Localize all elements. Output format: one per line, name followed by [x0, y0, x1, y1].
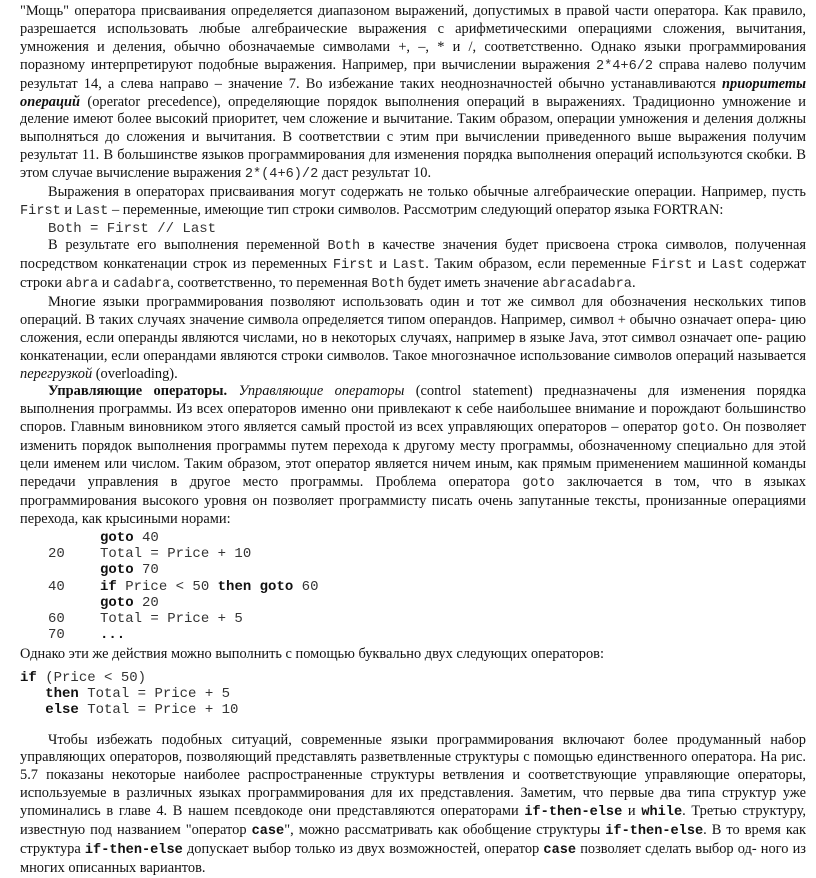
term-emphasis: Управляющие операторы [238, 383, 405, 400]
paragraph-overloading [20, 294, 806, 384]
line-label: 70 [48, 627, 65, 644]
code-text: 60 [293, 578, 319, 595]
text-run: . В то время как структура [20, 822, 806, 857]
code-line [20, 686, 806, 702]
code-text: Total = Price + 10 [78, 702, 239, 719]
code-keyword: goto [100, 562, 134, 579]
text-run: и [98, 274, 114, 291]
text-run: позволяет сделать выбор од- ного из многих описанных вариантов. [20, 840, 806, 876]
code-inline: First [332, 258, 374, 274]
code-line [48, 579, 806, 595]
code-inline: goto [682, 421, 715, 437]
text-run: (operator precedence), определяющие порядок выполнения операций в выражениях. Традиционно умножение и деление имеют более высокий приоритет, чем сложение и вычитание. Таким образом, операции умножения и деления должны выполняться до сложения и вычитания. В соответствии с этим при вычислении приведенного выше выражения получим результат 11. В большинстве языков программирования для изменения порядка выполнения операций используются скобки. В этом случае вычисление выражения [20, 93, 806, 182]
code-inline: 2*(4+6)/2 [244, 167, 319, 183]
spacer [20, 719, 806, 732]
code-inline: First [20, 203, 61, 219]
text-run: (control statement) предназначены для изменения порядка выполнения программы. Из всех операторов именно они привлекают к себе наибольшее внимание и порождают большинство споров. Главным виновником этого является самый простой из всех управляющих операторов – оператор [20, 383, 806, 436]
paragraph-alternative: Однако эти же действия можно выполнить с помощью буквально двух следующих операторов: [20, 645, 604, 662]
text-run: и [692, 256, 712, 273]
text-run [227, 383, 238, 399]
term-emphasis: приоритеты операций [20, 75, 806, 110]
code-line [20, 702, 806, 718]
text-run: . Третью структуру, известную под названием "оператор [20, 803, 806, 839]
code-line [48, 595, 806, 611]
paragraph-branching-structures [20, 732, 806, 878]
code-text: 20 [133, 594, 159, 611]
text-run: – переменные, имеющие тип строки символов. Рассмотрим следующий оператор языка FORTRAN: [108, 201, 724, 218]
text-run: , соответственно, то переменная [170, 274, 372, 291]
text-run: Выражения в операторах присваивания могут содержать не только обычные алгебраические операции. Например, пусть [48, 184, 806, 201]
keyword-inline: if-then-else [524, 805, 623, 821]
code-text: (Price < 50) [36, 669, 147, 686]
code-fortran-concat: Both = First // Last [48, 220, 217, 237]
text-run: и [373, 256, 393, 273]
code-line [48, 546, 806, 562]
code-line [48, 562, 806, 578]
code-text: Price < 50 [116, 578, 218, 595]
paragraph-assignment-power [20, 3, 806, 184]
keyword-inline: case [251, 824, 285, 840]
code-keyword: else [45, 702, 79, 719]
paragraph-concatenation [20, 237, 806, 294]
code-inline: Both [327, 239, 361, 255]
code-text: Total = Price + 5 [78, 685, 231, 702]
text-run: будет иметь значение [404, 274, 543, 291]
code-inline: 2*4+6/2 [595, 58, 654, 74]
code-keyword: then [45, 685, 79, 702]
line-label: 60 [48, 611, 65, 628]
line-label: 20 [48, 545, 65, 562]
code-keyword: if [20, 669, 37, 686]
code-goto-example [20, 530, 806, 644]
code-text: Total = Price + 5 [100, 611, 243, 628]
code-indent [20, 686, 45, 702]
text-run: справа налево получим результат 14, а слева направо – значение 7. Во избежание таких неоднозначностей обычно устанавливаются [20, 56, 806, 92]
code-text: 40 [133, 529, 159, 546]
text-run: . Таким образом, если переменные [425, 256, 652, 273]
keyword-inline: case [543, 842, 577, 858]
text-run: и [60, 201, 76, 218]
code-line [48, 611, 806, 627]
code-inline: abra [65, 276, 99, 292]
code-keyword: if [100, 578, 117, 595]
code-inline: Last [75, 203, 109, 219]
keyword-inline: if-then-else [605, 824, 704, 840]
paragraph-string-expressions [20, 184, 806, 221]
text-run: Чтобы избежать подобных ситуаций, современные языки программирования включают более продуманный набор управляющих операторов, позволяющий представлять разветвленные структуры с помощью единственного оператора. На рис. 5.7 показаны некоторые наиболее распространенные структуры ветвления и соответствующие управляющие операторы, используемые в различных языках программирования для их представления. Заметим, что первые два типа структур уже упоминались в главе 4. В нашем псевдокоде они представляются операторами [20, 731, 806, 820]
text-run: Многие языки программирования позволяют использовать один и тот же символ для обозначения нескольких типов операций. В таких случаях значение символа определяется типом операндов. Например, символ + обычно означает опера- цию сложения, если операнды являются числами, но в некоторых случаях, например в языке Java, этот символ означает опе- рацию конкатенации, если операндами являются строки символов. Такое многозначное использование символов операций называется [20, 293, 806, 364]
text-run: содержат строки [20, 256, 806, 291]
code-inline: cadabra [113, 276, 171, 292]
text-run: В результате его выполнения переменной [48, 237, 328, 254]
term-emphasis: перегрузкой [20, 365, 93, 382]
code-inline: First [651, 258, 693, 274]
code-line [20, 670, 806, 686]
keyword-inline: while [641, 805, 683, 821]
code-if-example [20, 670, 806, 719]
code-inline: Last [711, 258, 745, 274]
code-inline: Both [371, 276, 405, 292]
code-keyword: then goto [217, 578, 294, 595]
code-inline: abracadabra [542, 276, 632, 292]
text-run: (overloading). [92, 365, 178, 382]
section-heading: Управляющие операторы. [48, 383, 228, 400]
text-run: и [622, 803, 642, 820]
code-keyword: goto [100, 594, 134, 611]
keyword-inline: if-then-else [84, 842, 183, 858]
text-run: "Мощь" оператора присваивания определяется диапазоном выражений, допустимых в правой части оператора. Как правило, разрешается использовать любые алгебраические выражения с арифметическими операциями сложения, вычитания, умножения и деления, обычно обозначаемые символами +, –, * и /, соответственно. Однако языки программирования поразному интерпретируют подобные выражения. Например, при вычислении выражения [20, 3, 806, 73]
code-inline: Last [392, 258, 426, 274]
code-line [48, 530, 806, 546]
code-keyword: goto [100, 529, 134, 546]
text-run: в качестве значения будет присвоена строка символов, полученная посредством конкатенации строк из переменных [20, 237, 806, 273]
text-run: . [631, 274, 636, 291]
code-text: 70 [133, 562, 159, 579]
text-run: допускает выбор только из двух возможностей, оператор [182, 840, 544, 857]
code-line [48, 627, 806, 643]
text-run: . Он позволяет изменить порядок выполнения программы путем перехода к другому месту программы, обозначенному специально для этой цели именем или числом. Таким образом, этот оператор является ничем иным, как прямым применением машинной команды передачи управления в другое место программы. Проблема оператора [20, 419, 806, 490]
code-keyword: ... [100, 627, 126, 644]
paragraph-control-statements [20, 383, 806, 528]
line-label: 40 [48, 578, 65, 595]
code-indent [20, 702, 45, 718]
text-run: даст результат 10. [318, 165, 432, 182]
text-run: заключается в том, что в языках программирования высокого уровня он позволяет программисту писать очень запутанные тексты, пронизанные операциями перехода, как крысиными норами: [20, 473, 806, 527]
text-run: ", можно рассматривать как обобщение структуры [284, 822, 606, 839]
code-text: Total = Price + 10 [100, 545, 252, 562]
code-inline: goto [522, 475, 555, 491]
